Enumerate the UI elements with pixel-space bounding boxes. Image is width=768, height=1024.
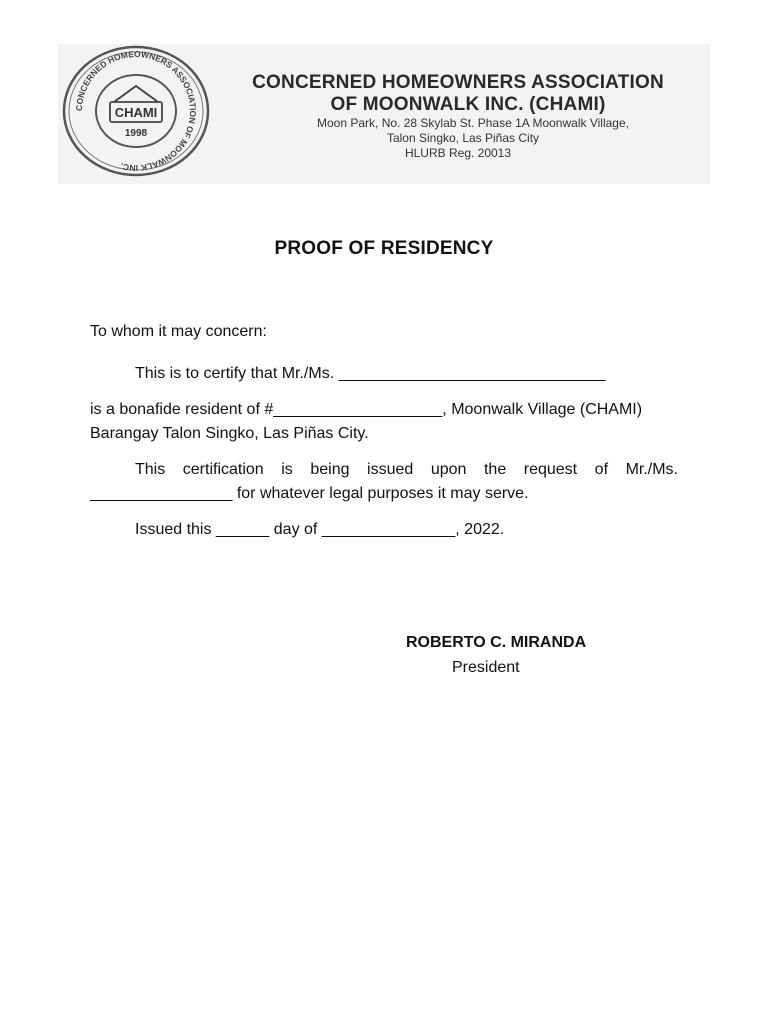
org-name-line2: OF MOONWALK INC. (CHAMI) <box>330 94 606 115</box>
org-address-line1: Moon Park, No. 28 Skylab St. Phase 1A Moonwalk Village, <box>317 116 629 130</box>
salutation: To whom it may concern: <box>90 323 267 340</box>
seal-center-text: CHAMI <box>114 105 158 120</box>
seal-ring-text: CONCERNED HOMEOWNERS ASSOCIATION OF MOONWALK INC. <box>73 48 199 174</box>
certification-line1: This is to certify that Mr./Ms. ______________________________ <box>135 365 606 382</box>
certification-line2: is a bonafide resident of #___________________, Moonwalk Village (CHAMI) Barangay Talon Singko, Las Piñas City. <box>90 401 643 442</box>
org-registration: HLURB Reg. 20013 <box>404 146 512 160</box>
signatory-title: President <box>452 659 520 676</box>
association-seal-logo <box>60 44 212 178</box>
signature-block <box>406 630 626 680</box>
signatory-name: ROBERTO C. MIRANDA <box>406 634 587 651</box>
organization-header <box>218 72 698 161</box>
document-body <box>90 320 678 542</box>
seal-year: 1998 <box>124 128 148 139</box>
org-address-line2: Talon Singko, Las Piñas City <box>386 131 540 145</box>
document-title: PROOF OF RESIDENCY <box>274 238 494 259</box>
letterhead <box>58 44 710 184</box>
request-paragraph: This certification is being issued upon the request of Mr./Ms. ________________ for whatever legal purposes it may serve. <box>90 461 678 502</box>
issued-date-line: Issued this ______ day of _______________, 2022. <box>135 521 505 538</box>
org-name-line1: CONCERNED HOMEOWNERS ASSOCIATION <box>252 72 664 93</box>
